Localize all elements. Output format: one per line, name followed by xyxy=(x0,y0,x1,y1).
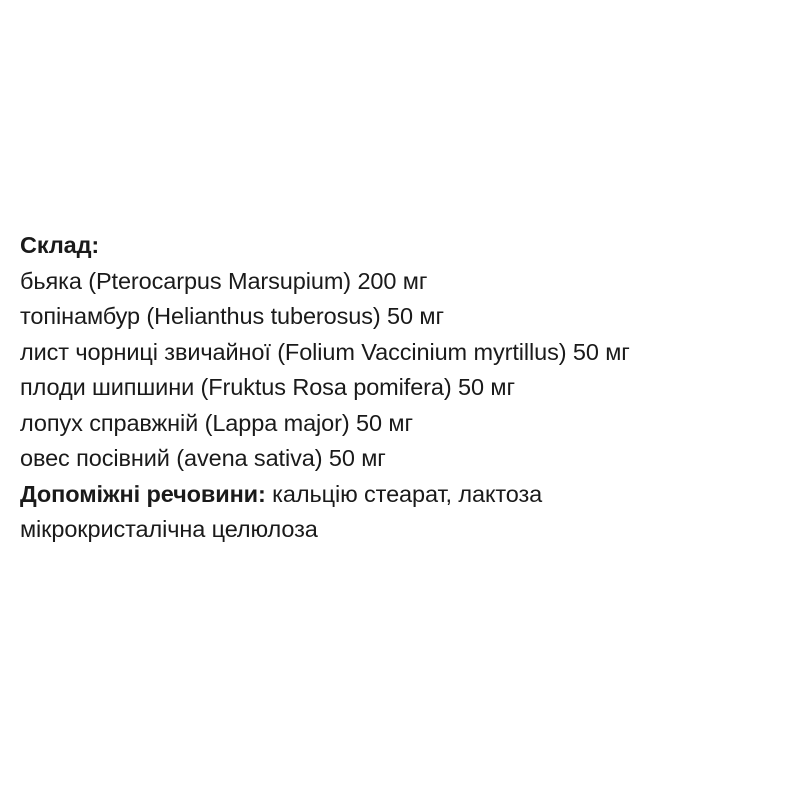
excipients-list-part2: мікрокристалічна целюлоза xyxy=(20,516,318,542)
ingredient-line: топінамбур (Helianthus tuberosus) 50 мг xyxy=(20,303,444,329)
composition-heading: Склад: xyxy=(20,232,100,258)
ingredient-line: овес посівний (avena sativa) 50 мг xyxy=(20,445,386,471)
ingredient-line: бьяка (Pterocarpus Marsupium) 200 мг xyxy=(20,267,428,294)
ingredient-line: плоди шипшини (Fruktus Rosa pomifera) 50 мг xyxy=(20,374,515,400)
excipients-label: Допоміжні речовини: xyxy=(20,480,266,507)
excipients-line xyxy=(20,477,790,513)
ingredient-line: лист чорниці звичайної (Folium Vaccinium myrtillus) 50 мг xyxy=(20,338,630,365)
ingredient-line: лопух справжній (Lappa major) 50 мг xyxy=(20,409,413,436)
excipients-list-part1: кальцію стеарат, лактоза xyxy=(265,480,543,507)
composition-block xyxy=(20,228,790,548)
